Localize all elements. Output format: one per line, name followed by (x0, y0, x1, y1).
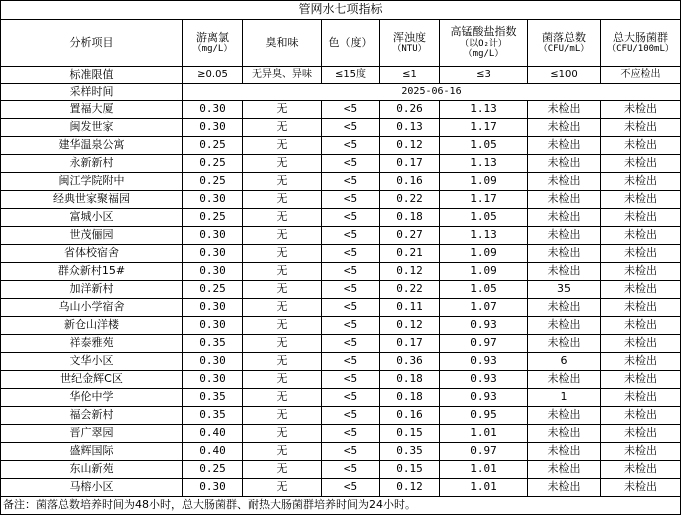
cell-turbidity: 0.22 (380, 281, 440, 299)
cell-color: <5 (322, 461, 380, 479)
cell-permanganate: 0.93 (440, 389, 528, 407)
cell-odor: 无 (243, 281, 322, 299)
cell-chlorine: 0.30 (183, 371, 243, 389)
cell-permanganate: 1.13 (440, 155, 528, 173)
cell-colony: 未检出 (528, 263, 601, 281)
cell-colony: 未检出 (528, 155, 601, 173)
cell-coliform: 未检出 (601, 155, 681, 173)
cell-colony: 未检出 (528, 407, 601, 425)
table-row (1, 101, 681, 119)
cell-site-name: 群众新村15# (1, 263, 183, 281)
cell-site-name: 华伦中学 (1, 389, 183, 407)
cell-coliform: 未检出 (601, 353, 681, 371)
cell-permanganate: 1.17 (440, 119, 528, 137)
standard-label: 标准限值 (1, 67, 183, 84)
table-row (1, 389, 681, 407)
header-chlorine: 游离氯 （mg/L） (183, 20, 243, 67)
header-colony: 菌落总数 （CFU/mL） (528, 20, 601, 67)
cell-site-name: 新仓山洋楼 (1, 317, 183, 335)
cell-chlorine: 0.35 (183, 335, 243, 353)
cell-chlorine: 0.35 (183, 407, 243, 425)
cell-turbidity: 0.21 (380, 245, 440, 263)
cell-odor: 无 (243, 479, 322, 497)
cell-coliform: 未检出 (601, 425, 681, 443)
cell-odor: 无 (243, 227, 322, 245)
standard-row (1, 67, 681, 84)
table-row (1, 209, 681, 227)
cell-coliform: 未检出 (601, 209, 681, 227)
cell-site-name: 建华温泉公寓 (1, 137, 183, 155)
cell-colony: 未检出 (528, 245, 601, 263)
cell-site-name: 置福大厦 (1, 101, 183, 119)
table-row (1, 443, 681, 461)
cell-color: <5 (322, 137, 380, 155)
cell-turbidity: 0.12 (380, 317, 440, 335)
cell-odor: 无 (243, 137, 322, 155)
cell-permanganate: 1.13 (440, 227, 528, 245)
cell-chlorine: 0.25 (183, 137, 243, 155)
cell-coliform: 未检出 (601, 137, 681, 155)
header-item: 分析项目 (1, 20, 183, 67)
cell-odor: 无 (243, 407, 322, 425)
cell-coliform: 未检出 (601, 371, 681, 389)
cell-odor: 无 (243, 389, 322, 407)
cell-coliform: 未检出 (601, 101, 681, 119)
cell-colony: 6 (528, 353, 601, 371)
cell-chlorine: 0.30 (183, 317, 243, 335)
cell-permanganate: 0.95 (440, 407, 528, 425)
cell-coliform: 未检出 (601, 263, 681, 281)
cell-permanganate: 1.09 (440, 173, 528, 191)
header-odor: 臭和味 (243, 20, 322, 67)
cell-colony: 未检出 (528, 227, 601, 245)
cell-chlorine: 0.25 (183, 173, 243, 191)
cell-permanganate: 1.07 (440, 299, 528, 317)
cell-colony: 未检出 (528, 299, 601, 317)
cell-chlorine: 0.25 (183, 281, 243, 299)
cell-turbidity: 0.12 (380, 479, 440, 497)
table-row (1, 281, 681, 299)
cell-colony: 未检出 (528, 137, 601, 155)
table-row (1, 317, 681, 335)
cell-permanganate: 1.01 (440, 461, 528, 479)
cell-turbidity: 0.11 (380, 299, 440, 317)
cell-site-name: 马榕小区 (1, 479, 183, 497)
cell-coliform: 未检出 (601, 281, 681, 299)
cell-odor: 无 (243, 263, 322, 281)
cell-permanganate: 1.01 (440, 425, 528, 443)
cell-color: <5 (322, 281, 380, 299)
table-row (1, 137, 681, 155)
cell-permanganate: 0.97 (440, 335, 528, 353)
table-row (1, 371, 681, 389)
cell-site-name: 经典世家聚福园 (1, 191, 183, 209)
cell-color: <5 (322, 227, 380, 245)
cell-permanganate: 0.93 (440, 317, 528, 335)
cell-turbidity: 0.12 (380, 137, 440, 155)
cell-color: <5 (322, 425, 380, 443)
table-row (1, 353, 681, 371)
cell-site-name: 文华小区 (1, 353, 183, 371)
cell-odor: 无 (243, 119, 322, 137)
cell-coliform: 未检出 (601, 335, 681, 353)
cell-odor: 无 (243, 335, 322, 353)
cell-permanganate: 1.17 (440, 191, 528, 209)
cell-odor: 无 (243, 245, 322, 263)
cell-odor: 无 (243, 317, 322, 335)
header-color: 色（度） (322, 20, 380, 67)
cell-site-name: 世纪金辉C区 (1, 371, 183, 389)
cell-turbidity: 0.26 (380, 101, 440, 119)
cell-color: <5 (322, 245, 380, 263)
cell-color: <5 (322, 101, 380, 119)
cell-site-name: 省体校宿舍 (1, 245, 183, 263)
cell-site-name: 加洋新村 (1, 281, 183, 299)
table-row (1, 299, 681, 317)
cell-site-name: 富城小区 (1, 209, 183, 227)
cell-color: <5 (322, 191, 380, 209)
cell-colony: 未检出 (528, 425, 601, 443)
header-permanganate: 高锰酸盐指数 （以O₂计） （mg/L） (440, 20, 528, 67)
cell-coliform: 未检出 (601, 173, 681, 191)
cell-coliform: 未检出 (601, 479, 681, 497)
sampling-label: 采样时间 (1, 84, 183, 101)
cell-turbidity: 0.22 (380, 191, 440, 209)
cell-color: <5 (322, 335, 380, 353)
table-row (1, 335, 681, 353)
cell-odor: 无 (243, 191, 322, 209)
cell-coliform: 未检出 (601, 443, 681, 461)
standard-turbidity: ≤1 (380, 67, 440, 84)
header-row (1, 20, 681, 67)
cell-site-name: 盛辉国际 (1, 443, 183, 461)
table-row (1, 191, 681, 209)
note-row (1, 497, 681, 515)
cell-turbidity: 0.12 (380, 263, 440, 281)
standard-colony: ≤100 (528, 67, 601, 84)
cell-colony: 未检出 (528, 191, 601, 209)
cell-turbidity: 0.17 (380, 335, 440, 353)
cell-turbidity: 0.13 (380, 119, 440, 137)
cell-permanganate: 1.05 (440, 281, 528, 299)
cell-colony: 未检出 (528, 335, 601, 353)
cell-odor: 无 (243, 461, 322, 479)
cell-permanganate: 0.93 (440, 371, 528, 389)
cell-colony: 未检出 (528, 479, 601, 497)
cell-coliform: 未检出 (601, 245, 681, 263)
cell-chlorine: 0.30 (183, 479, 243, 497)
cell-color: <5 (322, 371, 380, 389)
cell-site-name: 乌山小学宿舍 (1, 299, 183, 317)
cell-coliform: 未检出 (601, 461, 681, 479)
cell-permanganate: 1.09 (440, 263, 528, 281)
cell-permanganate: 1.01 (440, 479, 528, 497)
table-row (1, 245, 681, 263)
cell-odor: 无 (243, 443, 322, 461)
title-row (1, 1, 681, 20)
cell-permanganate: 1.13 (440, 101, 528, 119)
table-row (1, 155, 681, 173)
cell-chlorine: 0.40 (183, 425, 243, 443)
cell-color: <5 (322, 317, 380, 335)
standard-chlorine: ≥0.05 (183, 67, 243, 84)
table-row (1, 119, 681, 137)
cell-coliform: 未检出 (601, 227, 681, 245)
cell-turbidity: 0.16 (380, 173, 440, 191)
standard-permanganate: ≤3 (440, 67, 528, 84)
cell-site-name: 东山新苑 (1, 461, 183, 479)
header-coliform: 总大肠菌群 （CFU/100mL） (601, 20, 681, 67)
cell-colony: 未检出 (528, 317, 601, 335)
cell-permanganate: 1.09 (440, 245, 528, 263)
cell-chlorine: 0.25 (183, 209, 243, 227)
table-row (1, 263, 681, 281)
cell-site-name: 祥泰雅苑 (1, 335, 183, 353)
cell-color: <5 (322, 353, 380, 371)
cell-chlorine: 0.30 (183, 353, 243, 371)
cell-colony: 未检出 (528, 101, 601, 119)
cell-site-name: 闽发世家 (1, 119, 183, 137)
table-row (1, 479, 681, 497)
cell-colony: 未检出 (528, 371, 601, 389)
cell-color: <5 (322, 263, 380, 281)
cell-odor: 无 (243, 425, 322, 443)
cell-turbidity: 0.18 (380, 209, 440, 227)
table-row (1, 227, 681, 245)
cell-color: <5 (322, 479, 380, 497)
cell-color: <5 (322, 443, 380, 461)
cell-turbidity: 0.35 (380, 443, 440, 461)
cell-color: <5 (322, 173, 380, 191)
cell-turbidity: 0.15 (380, 425, 440, 443)
cell-color: <5 (322, 119, 380, 137)
cell-permanganate: 0.93 (440, 353, 528, 371)
cell-coliform: 未检出 (601, 191, 681, 209)
table-row (1, 407, 681, 425)
cell-site-name: 闽江学院附中 (1, 173, 183, 191)
cell-colony: 35 (528, 281, 601, 299)
sampling-date: 2025-06-16 (183, 84, 681, 101)
table-row (1, 461, 681, 479)
cell-chlorine: 0.30 (183, 101, 243, 119)
cell-odor: 无 (243, 155, 322, 173)
cell-color: <5 (322, 155, 380, 173)
cell-colony: 1 (528, 389, 601, 407)
cell-color: <5 (322, 209, 380, 227)
cell-permanganate: 0.97 (440, 443, 528, 461)
cell-colony: 未检出 (528, 209, 601, 227)
cell-chlorine: 0.30 (183, 299, 243, 317)
table-row (1, 425, 681, 443)
cell-coliform: 未检出 (601, 299, 681, 317)
cell-colony: 未检出 (528, 173, 601, 191)
cell-coliform: 未检出 (601, 119, 681, 137)
cell-turbidity: 0.18 (380, 389, 440, 407)
standard-color: ≤15度 (322, 67, 380, 84)
cell-odor: 无 (243, 101, 322, 119)
cell-chlorine: 0.25 (183, 155, 243, 173)
cell-colony: 未检出 (528, 461, 601, 479)
cell-color: <5 (322, 389, 380, 407)
cell-turbidity: 0.17 (380, 155, 440, 173)
cell-odor: 无 (243, 353, 322, 371)
header-turbidity: 浑浊度 （NTU） (380, 20, 440, 67)
cell-chlorine: 0.40 (183, 443, 243, 461)
cell-coliform: 未检出 (601, 317, 681, 335)
cell-site-name: 世茂俪园 (1, 227, 183, 245)
cell-colony: 未检出 (528, 119, 601, 137)
standard-odor: 无异臭、异味 (243, 67, 322, 84)
cell-chlorine: 0.30 (183, 263, 243, 281)
sampling-row (1, 84, 681, 101)
cell-permanganate: 1.05 (440, 137, 528, 155)
cell-color: <5 (322, 299, 380, 317)
cell-turbidity: 0.36 (380, 353, 440, 371)
cell-chlorine: 0.30 (183, 191, 243, 209)
cell-chlorine: 0.30 (183, 245, 243, 263)
cell-chlorine: 0.35 (183, 389, 243, 407)
note-text: 备注：菌落总数培养时间为48小时，总大肠菌群、耐热大肠菌群培养时间为24小时。 (1, 497, 681, 515)
cell-site-name: 晋广翠园 (1, 425, 183, 443)
table-row (1, 173, 681, 191)
cell-turbidity: 0.27 (380, 227, 440, 245)
table-title: 管网水七项指标 (1, 1, 681, 20)
cell-odor: 无 (243, 299, 322, 317)
cell-site-name: 福会新村 (1, 407, 183, 425)
cell-turbidity: 0.16 (380, 407, 440, 425)
cell-coliform: 未检出 (601, 389, 681, 407)
cell-coliform: 未检出 (601, 407, 681, 425)
cell-odor: 无 (243, 209, 322, 227)
cell-odor: 无 (243, 173, 322, 191)
cell-turbidity: 0.18 (380, 371, 440, 389)
cell-chlorine: 0.25 (183, 461, 243, 479)
cell-chlorine: 0.30 (183, 119, 243, 137)
cell-color: <5 (322, 407, 380, 425)
cell-site-name: 永新新村 (1, 155, 183, 173)
cell-chlorine: 0.30 (183, 227, 243, 245)
cell-turbidity: 0.15 (380, 461, 440, 479)
cell-colony: 未检出 (528, 443, 601, 461)
standard-coliform: 不应检出 (601, 67, 681, 84)
cell-odor: 无 (243, 371, 322, 389)
cell-permanganate: 1.05 (440, 209, 528, 227)
